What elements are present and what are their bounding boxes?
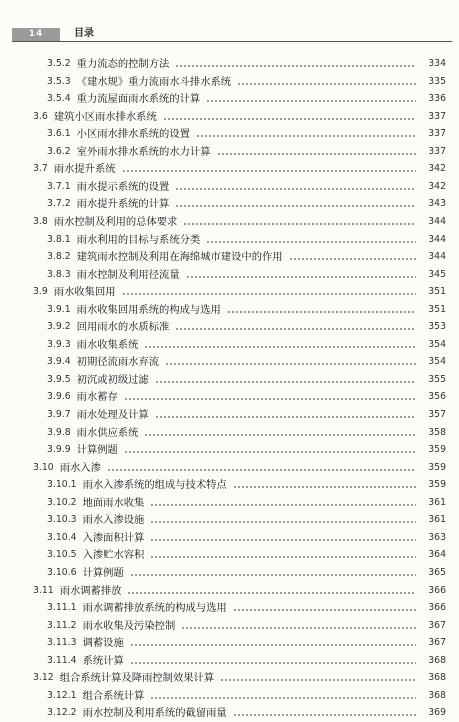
toc-entry-title: 小区雨水排水系统的设置 [76, 128, 190, 141]
toc-subsection-row[interactable] [0, 143, 459, 161]
toc-entry-title: 组合系统计算 [82, 689, 145, 702]
dot-leader [181, 627, 416, 629]
toc-subsection-row[interactable] [0, 195, 459, 213]
dot-leader [163, 118, 416, 120]
toc-section-row[interactable] [0, 213, 459, 231]
toc-entry-page: 363 [428, 531, 446, 543]
toc-subsection-row[interactable] [0, 266, 459, 284]
dot-leader [150, 556, 416, 558]
toc-entry-page: 361 [428, 514, 446, 526]
toc-entry-number: 3.10 [33, 461, 54, 473]
toc-entry-page: 344 [428, 251, 446, 263]
toc-subsection-row[interactable] [0, 231, 459, 249]
toc-subsection-row[interactable] [0, 388, 459, 406]
toc-entry-number: 3.7 [33, 163, 48, 175]
toc-entry-number: 3.9.6 [47, 391, 71, 403]
dot-leader [227, 311, 416, 313]
dot-leader [144, 434, 416, 436]
toc-entry-title: 雨水入渗 [59, 461, 101, 474]
toc-subsection-row[interactable] [0, 529, 459, 547]
toc-entry-page: 355 [428, 373, 446, 385]
toc-entry-page: 337 [428, 110, 446, 122]
toc-entry-number: 3.11.3 [47, 637, 77, 649]
toc-entry-page: 359 [428, 461, 446, 473]
toc-subsection-row[interactable] [0, 546, 459, 564]
toc-entry-number: 3.7.2 [47, 198, 71, 210]
toc-subsection-row[interactable] [0, 336, 459, 354]
toc-section-row[interactable] [0, 108, 459, 126]
toc-subsection-row[interactable] [0, 301, 459, 319]
toc-entry-title: 雨水控制及利用径流量 [76, 268, 180, 281]
toc-section-row[interactable] [0, 459, 459, 477]
dot-leader [233, 486, 416, 488]
toc-subsection-row[interactable] [0, 599, 459, 617]
dot-leader [175, 188, 416, 190]
toc-entry-number: 3.8 [33, 215, 48, 227]
toc-entry-title: 初期径流雨水弃流 [76, 356, 160, 369]
page-number: 14 [12, 28, 60, 41]
toc-entry-title: 雨水提升系统 [53, 163, 116, 176]
dot-leader [107, 469, 416, 471]
toc-subsection-row[interactable] [0, 476, 459, 494]
toc-entry-page: 354 [428, 338, 446, 350]
toc-entry-page: 356 [428, 391, 446, 403]
dot-leader [130, 574, 416, 576]
toc-entry-title: 地面雨水收集 [82, 496, 145, 509]
toc-entry-title: 雨水收集回用系统的构成与选用 [76, 303, 221, 316]
toc-entry-page: 334 [428, 58, 446, 69]
dot-leader [122, 293, 416, 295]
toc-subsection-row[interactable] [0, 564, 459, 582]
toc-entry-title: 系统计算 [82, 654, 124, 667]
toc-entry-number: 3.9.2 [47, 321, 71, 333]
toc-entry-number: 3.6 [33, 110, 48, 122]
toc-entry-title: 入渗面积计算 [82, 531, 145, 544]
toc-subsection-row[interactable] [0, 248, 459, 266]
dot-leader [124, 398, 416, 400]
toc-entry-number: 3.11 [33, 584, 54, 596]
toc-subsection-row[interactable] [0, 125, 459, 143]
toc-entry-page: 359 [428, 444, 446, 456]
toc-entry-page: 369 [428, 707, 446, 719]
toc-entry-page: 358 [428, 426, 446, 438]
toc-entry-page: 353 [428, 321, 446, 333]
toc-entry-number: 3.9 [33, 286, 48, 298]
toc-entry-page: 337 [428, 145, 446, 157]
toc-subsection-row[interactable] [0, 494, 459, 512]
dot-leader [289, 258, 416, 260]
dot-leader [196, 135, 416, 137]
toc-entry-page: 368 [428, 689, 446, 701]
page-header [0, 0, 459, 40]
toc-entry-title: 计算例题 [76, 444, 118, 457]
toc-section-row[interactable] [0, 160, 459, 178]
dot-leader [150, 539, 416, 541]
toc-entry-number: 3.5.2 [47, 58, 71, 69]
header-rule [12, 41, 452, 42]
toc-entry-number: 3.8.3 [47, 268, 71, 280]
toc-entry-page: 365 [428, 566, 446, 578]
toc-entry-page: 344 [428, 233, 446, 245]
toc-entry-title: 雨水处理及计算 [76, 409, 149, 421]
dot-leader [124, 451, 416, 453]
dot-leader [206, 100, 416, 102]
toc-section-row[interactable] [0, 582, 459, 600]
toc-subsection-row[interactable] [0, 511, 459, 529]
dot-leader [175, 65, 416, 67]
toc-entry-page: 343 [428, 198, 446, 210]
toc-entry-number: 3.9.1 [47, 303, 71, 315]
toc-entry-page: 336 [428, 93, 446, 105]
toc-entry-page: 364 [428, 549, 446, 561]
toc-subsection-row[interactable] [0, 178, 459, 196]
toc-entry-title: 《建水规》重力流雨水斗排水系统 [76, 75, 232, 88]
toc-entry-page: 337 [428, 128, 446, 140]
toc-subsection-row[interactable] [0, 687, 459, 705]
toc-subsection-row[interactable] [0, 634, 459, 652]
dot-leader [233, 609, 416, 611]
toc-entry-number: 3.9.7 [47, 409, 71, 420]
dot-leader [165, 363, 416, 365]
toc-entry-number: 3.10.5 [47, 549, 77, 561]
toc-entry-number: 3.10.2 [47, 496, 77, 508]
toc-section-row[interactable] [0, 669, 459, 687]
toc-entry-number: 3.12.2 [47, 707, 77, 719]
toc-entry-page: 368 [428, 654, 446, 666]
toc-entry-number: 3.11.2 [47, 619, 77, 631]
toc-entry-page: 359 [428, 479, 446, 491]
toc-entry-title: 雨水收集回用 [53, 286, 116, 299]
toc-entry-title: 雨水蓄存 [76, 391, 118, 404]
toc-entry-number: 3.11.1 [47, 602, 77, 614]
toc-entry-title: 雨水提升系统的计算 [76, 198, 170, 211]
toc-entry-page: 335 [428, 75, 446, 87]
toc-entry-page: 344 [428, 215, 446, 227]
toc-entry-number: 3.10.3 [47, 514, 77, 526]
dot-leader [186, 276, 416, 278]
toc-entry-page: 361 [428, 496, 446, 508]
dot-leader [175, 205, 416, 207]
toc-entry-title: 初沉或初级过滤 [76, 373, 149, 386]
dot-leader [150, 521, 416, 523]
toc-entry-number: 3.9.4 [47, 356, 71, 368]
dot-leader [150, 504, 416, 506]
toc-entry-number: 3.12.1 [47, 689, 77, 701]
toc-subsection-row[interactable] [0, 73, 459, 91]
dot-leader [130, 644, 416, 646]
toc-entry-title: 建筑雨水控制及利用在海绵城市建设中的作用 [76, 251, 283, 264]
toc-entry-title: 雨水收集及污染控制 [82, 619, 176, 632]
toc-entry-number: 3.12 [33, 672, 54, 684]
toc-subsection-row[interactable] [0, 406, 459, 424]
toc-subsection-row[interactable] [0, 353, 459, 371]
dot-leader [237, 83, 416, 85]
toc-entry-number: 3.8.1 [47, 233, 71, 245]
dot-leader [155, 381, 416, 383]
toc-entry-number: 3.6.2 [47, 145, 71, 157]
dot-leader [217, 153, 416, 155]
toc-entry-number: 3.5.4 [47, 93, 71, 105]
toc-entry-title: 雨水调蓄排放系统的构成与选用 [82, 602, 227, 615]
toc-entry-title: 入渗贮水容积 [82, 549, 145, 562]
toc-entry-page: 367 [428, 637, 446, 649]
toc-entry-title: 雨水利用的目标与系统分类 [76, 233, 201, 246]
toc-entry-title: 雨水提示系统的设置 [76, 180, 170, 193]
toc-entry-number: 3.10.6 [47, 566, 77, 578]
dot-leader [183, 223, 416, 225]
toc-entry-number: 3.8.2 [47, 251, 71, 263]
toc-entry-title: 建筑小区雨水排水系统 [53, 110, 157, 123]
dot-leader [122, 170, 416, 172]
toc-entry-page: 351 [428, 286, 446, 298]
toc-entry-page: 354 [428, 356, 446, 368]
toc-entry-number: 3.10.4 [47, 531, 77, 543]
dot-leader [150, 697, 416, 699]
toc-entry-page: 368 [428, 672, 446, 684]
toc-entry-page: 357 [428, 409, 446, 420]
toc-entry-title: 调蓄设施 [82, 637, 124, 650]
toc-entry-number: 3.9.9 [47, 444, 71, 456]
toc-subsection-row[interactable] [0, 424, 459, 442]
toc-entry-title: 组合系统计算及降雨控制效果计算 [59, 672, 215, 685]
toc-entry-title: 回用雨水的水质标准 [76, 321, 170, 334]
toc-entry-number: 3.5.3 [47, 75, 71, 87]
toc-entry-title: 计算例题 [82, 566, 124, 579]
toc-entry-number: 3.10.1 [47, 479, 77, 491]
header-title: 目录 [74, 28, 94, 39]
dot-leader [144, 346, 416, 348]
toc-entry-page: 366 [428, 584, 446, 596]
toc-entry-page: 342 [428, 163, 446, 175]
toc-entry-title: 重力流屋面雨水系统的计算 [76, 93, 201, 106]
toc-entry-page: 367 [428, 619, 446, 631]
toc-subsection-row[interactable] [0, 55, 459, 73]
toc-entry-number: 3.9.3 [47, 338, 71, 350]
dot-leader [206, 241, 416, 243]
toc-entry-title: 雨水入渗设施 [82, 514, 145, 527]
toc-subsection-row[interactable] [0, 441, 459, 459]
toc-entry-number: 3.7.1 [47, 180, 71, 192]
toc-subsection-row[interactable] [0, 704, 459, 722]
dot-leader [130, 662, 416, 664]
toc-subsection-row[interactable] [0, 371, 459, 389]
dot-leader [127, 592, 416, 594]
toc-subsection-row[interactable] [0, 90, 459, 108]
toc-entry-number: 3.11.4 [47, 654, 77, 666]
toc-entry-number: 3.9.5 [47, 373, 71, 385]
toc-entry-title: 雨水入渗系统的组成与技术特点 [82, 479, 227, 492]
toc-entry-number: 3.9.8 [47, 426, 71, 438]
toc-entry-title: 雨水控制及利用的总体要求 [53, 215, 178, 228]
toc-entry-title: 雨水供应系统 [76, 426, 139, 439]
toc-entry-title: 雨水控制及利用系统的截留雨量 [82, 707, 227, 720]
toc-entry-title: 雨水调蓄排放 [59, 584, 122, 597]
toc-entry-page: 345 [428, 268, 446, 280]
toc-entry-page: 342 [428, 180, 446, 192]
toc-entry-title: 室外雨水排水系统的水力计算 [76, 145, 211, 158]
toc-entry-title: 雨水收集系统 [76, 338, 139, 351]
toc-subsection-row[interactable] [0, 318, 459, 336]
dot-leader [155, 416, 416, 418]
toc-subsection-row[interactable] [0, 652, 459, 670]
toc-entry-title: 重力流态的控制方法 [76, 58, 170, 70]
dot-leader [233, 714, 416, 716]
toc-entry-page: 351 [428, 303, 446, 315]
dot-leader [220, 679, 416, 681]
toc-entry-number: 3.6.1 [47, 128, 71, 140]
toc-section-row[interactable] [0, 283, 459, 301]
dot-leader [175, 328, 416, 330]
toc-subsection-row[interactable] [0, 617, 459, 635]
toc-entry-page: 366 [428, 602, 446, 614]
